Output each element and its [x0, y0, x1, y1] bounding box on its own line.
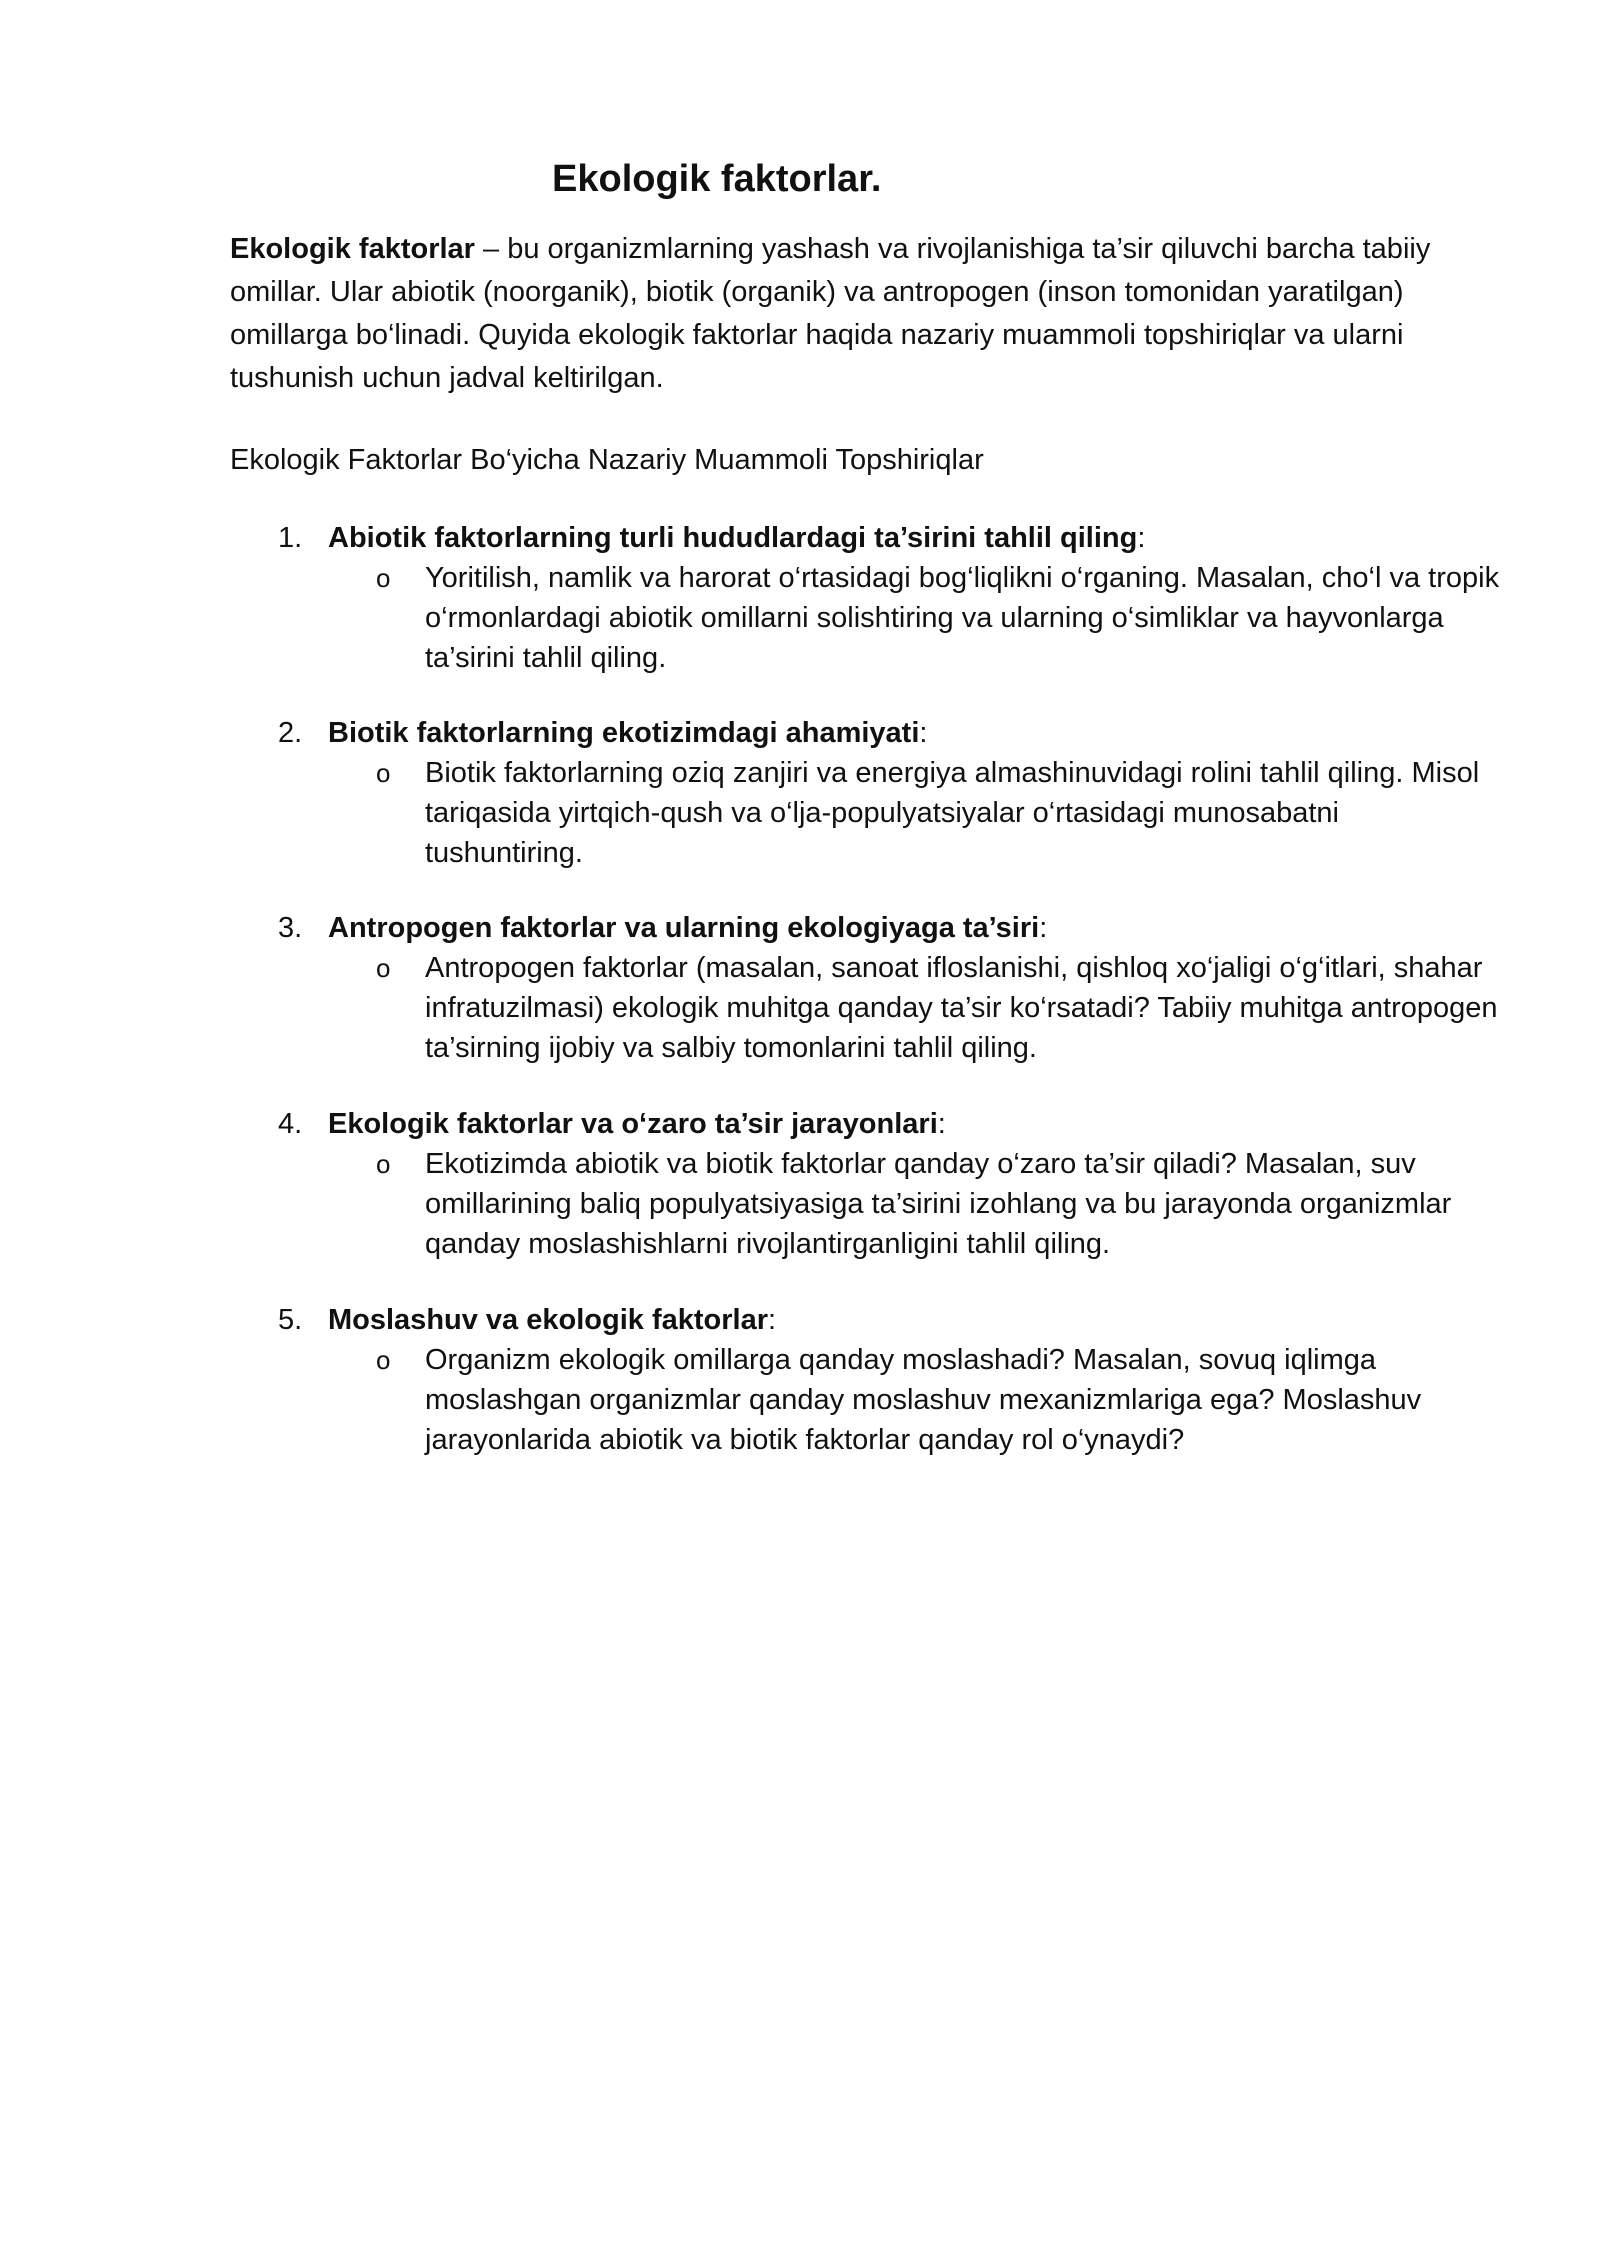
bullet-marker: o: [376, 1345, 391, 1375]
task-item: [0, 908, 1600, 1068]
task-item: [0, 1300, 1600, 1460]
task-description: Organizm ekologik omillarga qanday moslashadi? Masalan, sovuq iqlimga moslashgan organizmlar qanday moslashuv mexanizmlariga ega? Moslashuv jarayonlarida abiotik va biotik faktorlar qanday rol o‘ynaydi?: [425, 1344, 1422, 1456]
task-heading: [0, 713, 1600, 753]
bullet-marker: o: [376, 758, 391, 788]
bullet-marker: o: [376, 953, 391, 983]
task-number: 1.: [278, 522, 303, 554]
task-title-colon: :: [1137, 522, 1146, 554]
task-heading: [0, 908, 1600, 948]
task-description: Ekotizimda abiotik va biotik faktorlar qanday o‘zaro ta’sir qiladi? Masalan, suv omillarining baliq populyatsiyasiga ta’sirini izohlang va bu jarayonda organizmlar qanday moslashishlarni rivojlantirganligini tahlil qiling.: [425, 1148, 1452, 1260]
task-title: [328, 713, 927, 753]
task-subitem: [0, 1340, 1600, 1460]
task-heading: [0, 1300, 1600, 1340]
task-heading: [0, 1104, 1600, 1144]
task-title: [328, 518, 1145, 558]
section-heading: Ekologik Faktorlar Bo‘yicha Nazariy Muammoli Topshiriqlar: [230, 444, 984, 476]
task-title-colon: :: [937, 1108, 946, 1140]
task-item: [0, 518, 1600, 678]
task-number: 5.: [278, 1304, 303, 1336]
task-subitem: [0, 753, 1600, 873]
task-title-colon: :: [1039, 912, 1048, 944]
task-subitem: [0, 948, 1600, 1068]
task-title-bold: Antropogen faktorlar va ularning ekologiyaga ta’siri: [328, 912, 1040, 944]
task-subitem: [0, 558, 1600, 678]
task-title: [328, 1300, 776, 1340]
document-title: Ekologik faktorlar.: [552, 158, 882, 200]
task-number: 4.: [278, 1108, 303, 1140]
task-item: [0, 1104, 1600, 1264]
task-number: 3.: [278, 912, 303, 944]
task-number: 2.: [278, 717, 303, 749]
bullet-marker: o: [376, 563, 391, 593]
task-description: Yoritilish, namlik va harorat o‘rtasidagi bog‘liqlikni o‘rganing. Masalan, cho‘l va tropik o‘rmonlardagi abiotik omillarni solishtiring va ularning o‘simliklar va hayvonlarga ta’sirini tahlil qiling.: [425, 562, 1500, 674]
task-title-bold: Abiotik faktorlarning turli hududlardagi ta’sirini tahlil qiling: [328, 522, 1138, 554]
bullet-marker: o: [376, 1149, 391, 1179]
task-title-bold: Biotik faktorlarning ekotizimdagi ahamiyati: [328, 717, 920, 749]
intro-paragraph: [230, 228, 1500, 400]
task-description: Biotik faktorlarning oziq zanjiri va energiya almashinuvidagi rolini tahlil qiling. Misol tariqasida yirtqich-qush va o‘lja-populyatsiyalar o‘rtasidagi munosabatni tushuntiring.: [425, 757, 1480, 869]
intro-term: Ekologik faktorlar: [230, 233, 475, 265]
task-title-bold: Ekologik faktorlar va o‘zaro ta’sir jarayonlari: [328, 1108, 938, 1140]
intro-text: – bu organizmlarning yashash va rivojlanishiga ta’sir qiluvchi barcha tabiiy omillar. Ular abiotik (noorganik), biotik (organik) va antropogen (inson tomonidan yaratilgan) omillarga bo‘linadi. Quyida ekologik faktorlar haqida nazariy muammoli topshiriqlar va ularni tushunish uchun jadval keltirilgan.: [230, 233, 1431, 394]
task-title-colon: :: [919, 717, 928, 749]
task-title-bold: Moslashuv va ekologik faktorlar: [328, 1304, 768, 1336]
task-item: [0, 713, 1600, 873]
task-heading: [0, 518, 1600, 558]
task-title: [328, 908, 1047, 948]
task-subitem: [0, 1144, 1600, 1264]
task-description: Antropogen faktorlar (masalan, sanoat ifloslanishi, qishloq xo‘jaligi o‘g‘itlari, shahar infratuzilmasi) ekologik muhitga qanday ta’sir ko‘rsatadi? Tabiiy muhitga antropogen ta’sirning ijobiy va salbiy tomonlarini tahlil qiling.: [425, 952, 1498, 1064]
task-title: [328, 1104, 946, 1144]
task-title-colon: :: [767, 1304, 777, 1336]
